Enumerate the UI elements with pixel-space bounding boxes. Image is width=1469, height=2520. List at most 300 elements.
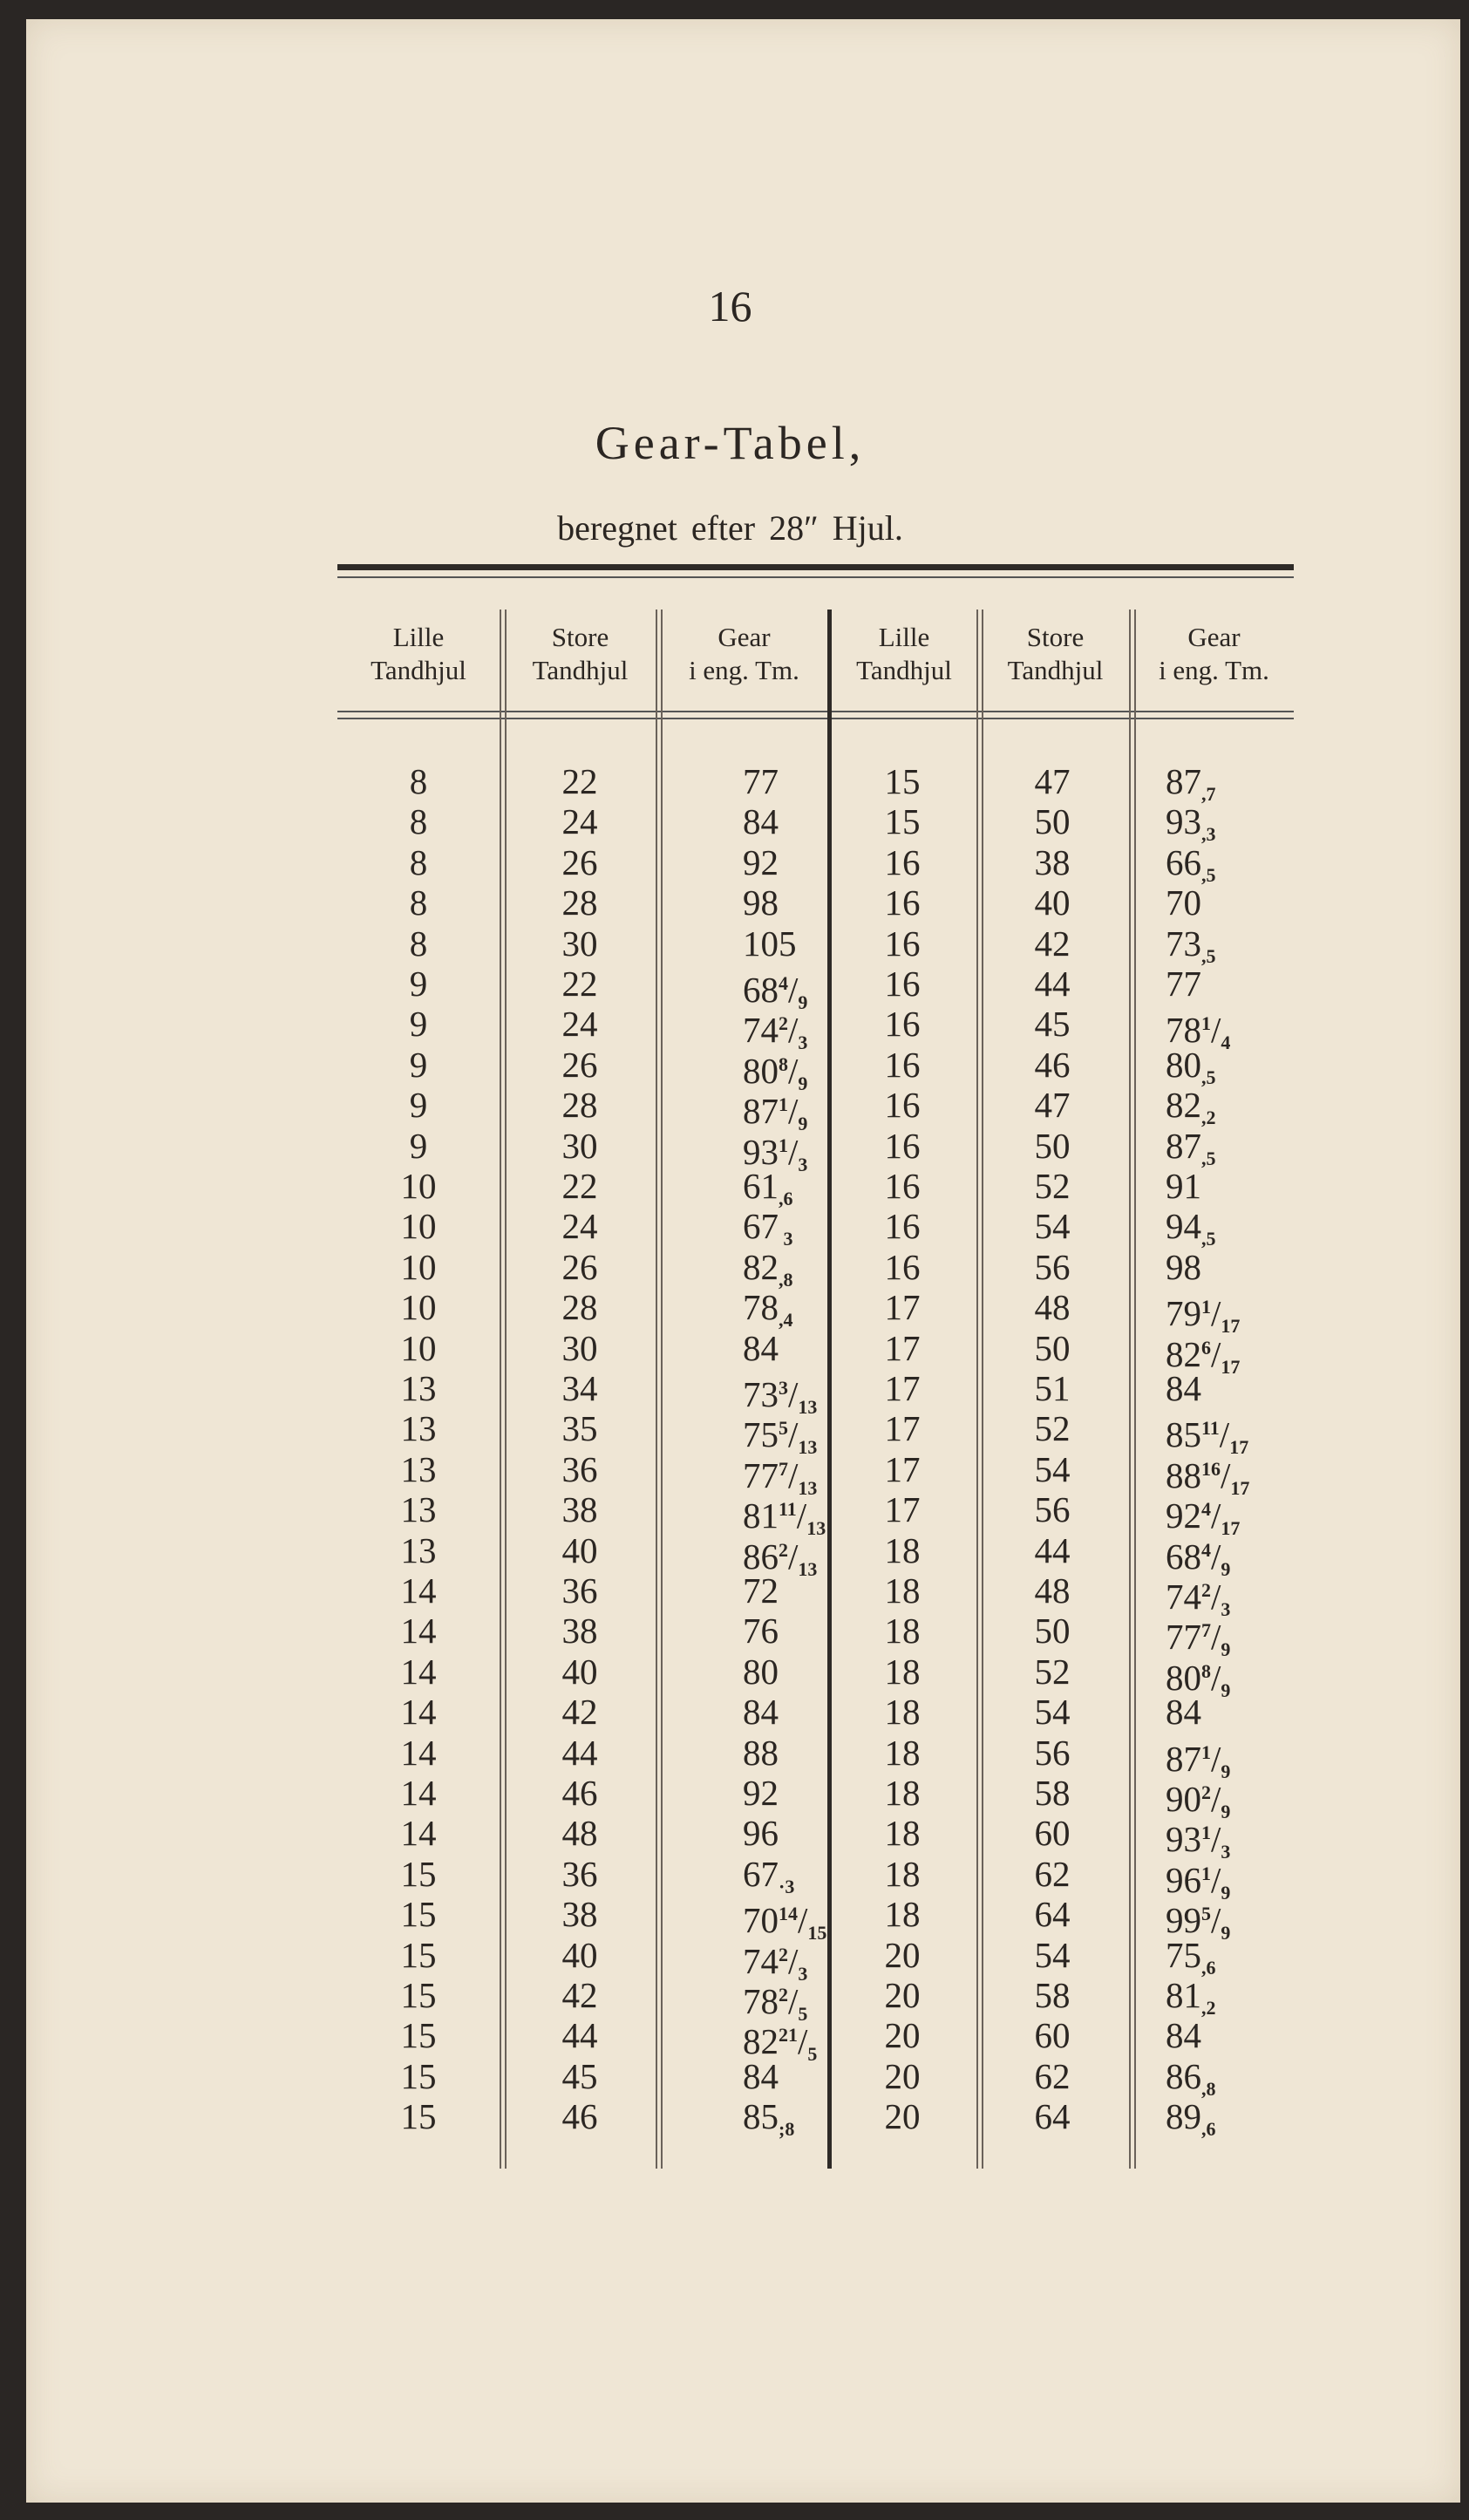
- store-tandhjul-cell: 36: [561, 1448, 598, 1489]
- lille-tandhjul-cell: 14: [400, 1732, 437, 1773]
- gear-integer: 87: [1166, 761, 1201, 801]
- gear-fraction-denominator: 9: [1221, 1760, 1231, 1782]
- table-row: [337, 882, 1294, 923]
- book-page: [26, 19, 1460, 2503]
- fraction-slash: /: [1221, 1454, 1231, 1495]
- gear-integer: 98: [743, 882, 779, 923]
- table-top-rule-thin: [337, 576, 1294, 578]
- gear-fraction-denominator: 5: [798, 2003, 808, 2025]
- gear-integer: 70: [1166, 882, 1201, 923]
- store-tandhjul-cell: 42: [561, 1975, 598, 2015]
- table-row: [337, 1570, 1294, 1620]
- gear-fraction-numerator: 1: [1201, 1822, 1211, 1844]
- gear-fraction-denominator: 17: [1221, 1517, 1241, 1540]
- store-tandhjul-cell: 46: [1034, 1044, 1071, 1085]
- gear-fraction-numerator: 6: [1201, 1336, 1211, 1359]
- gear-decimal: ,5: [1201, 1228, 1216, 1250]
- fraction-slash: /: [788, 970, 799, 1010]
- gear-integer: 84: [743, 1327, 779, 1368]
- table-row: [337, 2096, 1294, 2141]
- store-tandhjul-cell: 58: [1034, 1975, 1071, 2015]
- store-tandhjul-cell: 44: [561, 2015, 598, 2056]
- lille-tandhjul-cell: 17: [884, 1327, 921, 1368]
- lille-tandhjul-cell: 17: [884, 1368, 921, 1408]
- gear-integer: 75: [1166, 1934, 1201, 1975]
- lille-tandhjul-cell: 15: [400, 1853, 437, 1894]
- column-header-line2: Tandhjul: [532, 655, 629, 685]
- lille-tandhjul-cell: 10: [400, 1327, 437, 1368]
- gear-fraction-numerator: 2: [779, 1943, 788, 1965]
- gear-integer: 87: [1166, 1738, 1201, 1779]
- gear-integer: 87: [1166, 1125, 1201, 1166]
- lille-tandhjul-cell: 14: [400, 1813, 437, 1854]
- lille-tandhjul-cell: 16: [884, 923, 921, 964]
- gear-integer: 66: [1166, 841, 1201, 882]
- store-tandhjul-cell: 42: [1034, 923, 1071, 964]
- gear-fraction-numerator: 5: [1201, 1903, 1211, 1925]
- gear-integer: 84: [1166, 2015, 1201, 2056]
- gear-decimal: ,4: [779, 1309, 793, 1332]
- table-row: [337, 1287, 1294, 1338]
- gear-decimal: ,6: [1201, 1956, 1216, 1979]
- table-row: [337, 1448, 1294, 1499]
- store-tandhjul-cell: 40: [561, 1651, 598, 1692]
- gear-decimal: ,2: [1201, 1997, 1216, 2019]
- table-row: [337, 1934, 1294, 1979]
- gear-integer: 78: [1166, 1010, 1201, 1051]
- gear-fraction-numerator: 8: [779, 1052, 788, 1075]
- lille-tandhjul-cell: 14: [400, 1692, 437, 1733]
- table-row: [337, 1166, 1294, 1206]
- gear-fraction-numerator: 7: [779, 1457, 788, 1480]
- store-tandhjul-cell: 24: [561, 1004, 598, 1045]
- column-header-line2: Tandhjul: [371, 655, 466, 685]
- gear-integer: 78: [743, 1287, 779, 1328]
- gear-decimal: ,6: [1201, 2118, 1216, 2141]
- lille-tandhjul-cell: 16: [884, 1206, 921, 1247]
- lille-tandhjul-cell: 9: [409, 1044, 428, 1085]
- store-tandhjul-cell: 47: [1034, 1085, 1071, 1126]
- gear-fraction-numerator: 14: [779, 1903, 798, 1925]
- store-tandhjul-cell: 44: [1034, 964, 1071, 1004]
- lille-tandhjul-cell: 16: [884, 1044, 921, 1085]
- gear-fraction-numerator: 4: [779, 972, 788, 994]
- fraction-slash: /: [1211, 1657, 1221, 1698]
- gear-integer: 92: [743, 1773, 779, 1813]
- lille-tandhjul-cell: 18: [884, 1651, 921, 1692]
- column-header: [661, 621, 827, 687]
- gear-table: [337, 564, 1294, 2169]
- store-tandhjul-cell: 26: [561, 1044, 598, 1085]
- column-header-line1: Lille: [878, 622, 930, 652]
- table-row: [337, 923, 1294, 967]
- store-tandhjul-cell: 60: [1034, 1813, 1071, 1854]
- lille-tandhjul-cell: 15: [400, 2096, 437, 2137]
- store-tandhjul-cell: 52: [1034, 1408, 1071, 1449]
- gear-decimal: ,6: [779, 1188, 793, 1209]
- table-row: [337, 1732, 1294, 1782]
- fraction-slash: /: [1211, 1859, 1221, 1900]
- fraction-slash: /: [788, 1010, 799, 1051]
- fraction-slash: /: [788, 1454, 799, 1495]
- gear-fraction-numerator: 11: [1201, 1417, 1220, 1440]
- store-tandhjul-cell: 50: [1034, 1125, 1071, 1166]
- gear-integer: 96: [743, 1813, 779, 1854]
- gear-fraction-denominator: 3: [1221, 1841, 1231, 1863]
- gear-fraction-numerator: 4: [1201, 1538, 1211, 1561]
- gear-decimal: ,2: [1201, 1107, 1216, 1129]
- store-tandhjul-cell: 52: [1034, 1651, 1071, 1692]
- gear-fraction-numerator: 5: [779, 1417, 788, 1440]
- store-tandhjul-cell: 50: [1034, 801, 1071, 842]
- store-tandhjul-cell: 47: [1034, 761, 1071, 801]
- gear-cell: [1166, 1692, 1201, 1732]
- gear-integer: 99: [1166, 1900, 1201, 1941]
- gear-integer: 68: [1166, 1536, 1201, 1577]
- gear-fraction-denominator: 17: [1230, 1476, 1250, 1499]
- fraction-slash: /: [1211, 1536, 1221, 1577]
- gear-decimal: 3: [779, 1228, 793, 1250]
- gear-decimal: ,7: [1201, 783, 1216, 805]
- store-tandhjul-cell: 30: [561, 923, 598, 964]
- gear-decimal: ,5: [1201, 1147, 1216, 1169]
- column-header: [832, 621, 976, 687]
- lille-tandhjul-cell: 20: [884, 1975, 921, 2015]
- fraction-slash: /: [1219, 1414, 1230, 1455]
- gear-fraction-denominator: 5: [807, 2043, 818, 2066]
- fraction-slash: /: [1211, 1738, 1221, 1779]
- gear-fraction-numerator: 4: [1201, 1498, 1211, 1521]
- store-tandhjul-cell: 50: [1034, 1327, 1071, 1368]
- lille-tandhjul-cell: 18: [884, 1853, 921, 1894]
- table-row: [337, 1408, 1294, 1459]
- gear-fraction-numerator: 2: [1201, 1579, 1211, 1601]
- lille-tandhjul-cell: 14: [400, 1570, 437, 1611]
- store-tandhjul-cell: 56: [1034, 1246, 1071, 1287]
- gear-integer: 82: [743, 2021, 779, 2062]
- gear-integer: 80: [1166, 1657, 1201, 1698]
- lille-tandhjul-cell: 18: [884, 1732, 921, 1773]
- gear-integer: 84: [1166, 1692, 1201, 1733]
- lille-tandhjul-cell: 13: [400, 1368, 437, 1408]
- column-header-line2: Tandhjul: [1007, 655, 1104, 685]
- fraction-slash: /: [788, 1091, 799, 1132]
- gear-integer: 91: [1166, 1166, 1201, 1206]
- header-bottom-rule: [337, 711, 1294, 712]
- gear-fraction-numerator: 2: [779, 1012, 788, 1035]
- fraction-slash: /: [788, 1374, 799, 1414]
- gear-integer: 89: [1166, 2096, 1201, 2137]
- lille-tandhjul-cell: 14: [400, 1773, 437, 1813]
- gear-integer: 82: [1166, 1085, 1201, 1126]
- gear-cell: [1166, 1368, 1201, 1408]
- gear-decimal: ,5: [1201, 944, 1216, 967]
- gear-integer: 86: [743, 1536, 779, 1577]
- lille-tandhjul-cell: 15: [400, 1975, 437, 2015]
- gear-integer: 87: [743, 1091, 779, 1132]
- gear-decimal: ,8: [779, 1268, 793, 1291]
- lille-tandhjul-cell: 10: [400, 1246, 437, 1287]
- gear-fraction-numerator: 1: [1201, 1296, 1211, 1318]
- store-tandhjul-cell: 44: [1034, 1529, 1071, 1570]
- store-tandhjul-cell: 28: [561, 1287, 598, 1328]
- fraction-slash: /: [1211, 1495, 1221, 1536]
- gear-fraction-denominator: 9: [1221, 1557, 1231, 1580]
- lille-tandhjul-cell: 16: [884, 1125, 921, 1166]
- gear-fraction-denominator: 13: [798, 1557, 818, 1580]
- store-tandhjul-cell: 54: [1034, 1206, 1071, 1247]
- gear-fraction-denominator: 13: [798, 1436, 818, 1459]
- gear-integer: 92: [1166, 1495, 1201, 1536]
- store-tandhjul-cell: 64: [1034, 1894, 1071, 1935]
- gear-integer: 74: [743, 1010, 779, 1051]
- gear-decimal: ,8: [1201, 2077, 1216, 2100]
- store-tandhjul-cell: 50: [1034, 1611, 1071, 1652]
- lille-tandhjul-cell: 15: [400, 2015, 437, 2056]
- gear-fraction-denominator: 13: [806, 1517, 826, 1540]
- gear-integer: 84: [743, 1692, 779, 1733]
- store-tandhjul-cell: 30: [561, 1327, 598, 1368]
- column-header-line1: Lille: [392, 622, 445, 652]
- column-header-line2: i eng. Tm.: [1159, 655, 1269, 685]
- gear-decimal: ;8: [779, 2118, 795, 2141]
- gear-fraction-numerator: 2: [779, 1538, 788, 1561]
- gear-integer: 77: [743, 1454, 779, 1495]
- fraction-slash: /: [1211, 1577, 1221, 1617]
- gear-cell: [1166, 964, 1201, 1004]
- lille-tandhjul-cell: 20: [884, 1934, 921, 1975]
- store-tandhjul-cell: 45: [561, 2055, 598, 2096]
- store-tandhjul-cell: 36: [561, 1853, 598, 1894]
- gear-integer: 88: [743, 1732, 779, 1773]
- gear-integer: 90: [1166, 1779, 1201, 1819]
- lille-tandhjul-cell: 18: [884, 1813, 921, 1854]
- gear-integer: 85: [1166, 1414, 1201, 1455]
- gear-fraction-denominator: 17: [1221, 1315, 1241, 1338]
- lille-tandhjul-cell: 18: [884, 1570, 921, 1611]
- lille-tandhjul-cell: 15: [884, 761, 921, 801]
- fraction-slash: /: [1211, 1779, 1221, 1819]
- gear-integer: 74: [743, 1940, 779, 1981]
- fraction-slash: /: [788, 1050, 799, 1091]
- gear-integer: 94: [1166, 1206, 1201, 1247]
- store-tandhjul-cell: 36: [561, 1570, 598, 1611]
- lille-tandhjul-cell: 10: [400, 1206, 437, 1247]
- lille-tandhjul-cell: 17: [884, 1448, 921, 1489]
- gear-fraction-denominator: 4: [1221, 1032, 1231, 1054]
- gear-fraction-numerator: 3: [779, 1377, 788, 1399]
- gear-integer: 96: [1166, 1859, 1201, 1900]
- gear-fraction-numerator: 7: [1201, 1619, 1211, 1642]
- gear-fraction-numerator: 1: [1201, 1012, 1211, 1035]
- lille-tandhjul-cell: 16: [884, 964, 921, 1004]
- store-tandhjul-cell: 40: [561, 1529, 598, 1570]
- table-row: [337, 1004, 1294, 1054]
- lille-tandhjul-cell: 20: [884, 2096, 921, 2137]
- fraction-slash: /: [788, 1414, 799, 1455]
- lille-tandhjul-cell: 8: [409, 882, 428, 923]
- lille-tandhjul-cell: 18: [884, 1894, 921, 1935]
- fraction-slash: /: [1211, 1617, 1221, 1658]
- gear-integer: 80: [743, 1651, 779, 1692]
- gear-integer: 93: [1166, 801, 1201, 842]
- store-tandhjul-cell: 38: [561, 1611, 598, 1652]
- gear-integer: 79: [1166, 1293, 1201, 1334]
- table-row: [337, 1894, 1294, 1944]
- lille-tandhjul-cell: 16: [884, 841, 921, 882]
- gear-fraction-denominator: 17: [1221, 1355, 1241, 1378]
- table-row: [337, 761, 1294, 805]
- gear-cell: [1166, 2015, 1201, 2055]
- page-number: 16: [708, 282, 752, 330]
- gear-integer: 88: [1166, 1454, 1201, 1495]
- lille-tandhjul-cell: 20: [884, 2055, 921, 2096]
- fraction-slash: /: [1211, 1293, 1221, 1334]
- gear-fraction-denominator: 15: [807, 1922, 827, 1944]
- gear-integer: 77: [743, 761, 779, 801]
- store-tandhjul-cell: 35: [561, 1408, 598, 1449]
- table-row: [337, 801, 1294, 846]
- lille-tandhjul-cell: 16: [884, 1004, 921, 1045]
- gear-integer: 105: [743, 923, 797, 964]
- table-row: [337, 1692, 1294, 1732]
- fraction-slash: /: [798, 1900, 808, 1941]
- fraction-slash: /: [798, 2021, 808, 2062]
- fraction-slash: /: [788, 1131, 799, 1172]
- store-tandhjul-cell: 28: [561, 1085, 598, 1126]
- gear-fraction-numerator: 2: [1201, 1781, 1211, 1803]
- store-tandhjul-cell: 51: [1034, 1368, 1071, 1408]
- page-title: Gear-Tabel,: [595, 417, 866, 469]
- gear-integer: 92: [743, 841, 779, 882]
- table-row: [337, 1125, 1294, 1169]
- column-header-line1: Store: [551, 622, 609, 652]
- lille-tandhjul-cell: 20: [884, 2015, 921, 2056]
- gear-cell: [1166, 2096, 1216, 2149]
- table-row: [337, 1044, 1294, 1088]
- lille-tandhjul-cell: 13: [400, 1408, 437, 1449]
- gear-fraction-numerator: 21: [779, 2024, 798, 2047]
- gear-fraction-denominator: 13: [798, 1396, 818, 1418]
- store-tandhjul-cell: 44: [561, 1732, 598, 1773]
- gear-integer: 67: [743, 1206, 779, 1247]
- lille-tandhjul-cell: 13: [400, 1448, 437, 1489]
- table-row: [337, 1368, 1294, 1408]
- store-tandhjul-cell: 48: [1034, 1287, 1071, 1328]
- gear-fraction-denominator: 9: [1221, 1922, 1231, 1944]
- lille-tandhjul-cell: 10: [400, 1166, 437, 1206]
- lille-tandhjul-cell: 16: [884, 1246, 921, 1287]
- gear-fraction-denominator: 9: [798, 1072, 808, 1094]
- gear-integer: 84: [743, 801, 779, 842]
- gear-fraction-numerator: 11: [779, 1498, 797, 1521]
- gear-fraction-numerator: 8: [1201, 1659, 1211, 1682]
- gear-decimal: ,5: [1201, 863, 1216, 886]
- column-header-line1: Gear: [717, 622, 771, 652]
- store-tandhjul-cell: 58: [1034, 1773, 1071, 1813]
- fraction-slash: /: [796, 1495, 807, 1536]
- lille-tandhjul-cell: 17: [884, 1408, 921, 1449]
- store-tandhjul-cell: 52: [1034, 1166, 1071, 1206]
- gear-integer: 61: [743, 1166, 779, 1206]
- gear-integer: 85: [743, 2096, 779, 2137]
- store-tandhjul-cell: 62: [1034, 2055, 1071, 2096]
- table-row: [337, 1489, 1294, 1540]
- fraction-slash: /: [788, 1981, 799, 2021]
- gear-integer: 81: [743, 1495, 779, 1536]
- table-row: [337, 1206, 1294, 1250]
- table-row: [337, 1529, 1294, 1580]
- lille-tandhjul-cell: 9: [409, 1085, 428, 1126]
- column-header: [505, 621, 656, 687]
- store-tandhjul-cell: 62: [1034, 1853, 1071, 1894]
- store-tandhjul-cell: 26: [561, 1246, 598, 1287]
- fraction-slash: /: [788, 1536, 799, 1577]
- store-tandhjul-cell: 56: [1034, 1489, 1071, 1530]
- lille-tandhjul-cell: 10: [400, 1287, 437, 1328]
- gear-decimal: ·3: [779, 1875, 795, 1897]
- gear-fraction-denominator: 9: [1221, 1881, 1231, 1904]
- lille-tandhjul-cell: 18: [884, 1692, 921, 1733]
- table-row: [337, 1853, 1294, 1904]
- gear-integer: 70: [743, 1900, 779, 1941]
- column-header: [1134, 621, 1294, 687]
- gear-integer: 84: [1166, 1368, 1201, 1408]
- store-tandhjul-cell: 28: [561, 882, 598, 923]
- gear-fraction-denominator: 9: [1221, 1638, 1231, 1661]
- lille-tandhjul-cell: 8: [409, 923, 428, 964]
- lille-tandhjul-cell: 18: [884, 1611, 921, 1652]
- store-tandhjul-cell: 38: [561, 1894, 598, 1935]
- gear-integer: 86: [1166, 2055, 1201, 2096]
- store-tandhjul-cell: 54: [1034, 1448, 1071, 1489]
- gear-integer: 77: [1166, 964, 1201, 1004]
- fraction-slash: /: [1211, 1819, 1221, 1860]
- gear-fraction-denominator: 9: [1221, 1679, 1231, 1701]
- fraction-slash: /: [1211, 1010, 1221, 1051]
- lille-tandhjul-cell: 16: [884, 1166, 921, 1206]
- lille-tandhjul-cell: 15: [400, 2055, 437, 2096]
- table-row: [337, 1975, 1294, 2019]
- gear-fraction-denominator: 3: [798, 1153, 808, 1175]
- gear-integer: 77: [1166, 1617, 1201, 1658]
- lille-tandhjul-cell: 9: [409, 964, 428, 1004]
- gear-fraction-denominator: 9: [798, 1113, 808, 1135]
- column-header: [337, 621, 500, 687]
- table-row: [337, 1327, 1294, 1378]
- lille-tandhjul-cell: 9: [409, 1125, 428, 1166]
- lille-tandhjul-cell: 17: [884, 1287, 921, 1328]
- header-bottom-rule: [337, 718, 1294, 719]
- table-row: [337, 964, 1294, 1004]
- table-row: [337, 1773, 1294, 1822]
- store-tandhjul-cell: 24: [561, 1206, 598, 1247]
- table-row: [337, 1085, 1294, 1129]
- store-tandhjul-cell: 24: [561, 801, 598, 842]
- gear-integer: 93: [1166, 1819, 1201, 1860]
- lille-tandhjul-cell: 14: [400, 1611, 437, 1652]
- lille-tandhjul-cell: 17: [884, 1489, 921, 1530]
- gear-integer: 80: [743, 1050, 779, 1091]
- gear-integer: 78: [743, 1981, 779, 2021]
- gear-fraction-numerator: 16: [1201, 1457, 1221, 1480]
- gear-integer: 74: [1166, 1577, 1201, 1617]
- gear-fraction-denominator: 17: [1229, 1436, 1249, 1459]
- gear-integer: 82: [1166, 1333, 1201, 1374]
- gear-fraction-denominator: 9: [798, 991, 808, 1013]
- table-row: [337, 2015, 1294, 2055]
- store-tandhjul-cell: 60: [1034, 2015, 1071, 2056]
